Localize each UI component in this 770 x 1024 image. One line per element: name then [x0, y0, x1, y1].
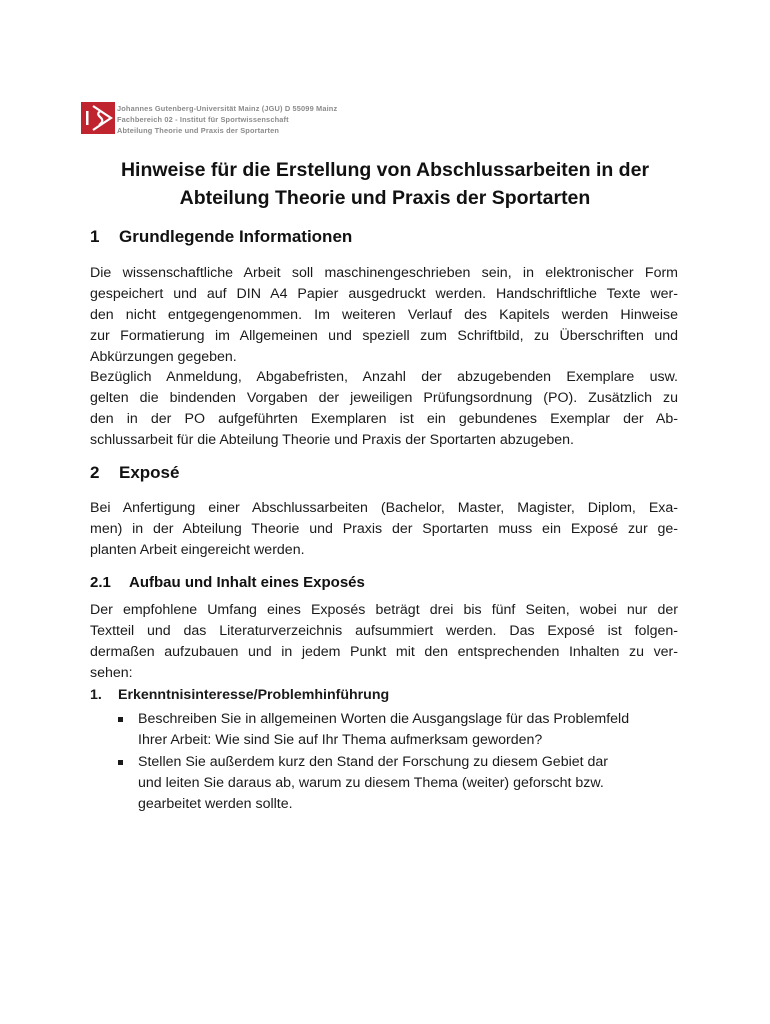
text-line: Der empfohlene Umfang eines Exposés beträgt drei bis fünf Seiten, wobei nur der [90, 602, 678, 618]
list-number: 1. [90, 687, 102, 703]
square-bullet-icon [118, 717, 123, 722]
section-title: Aufbau und Inhalt eines Exposés [129, 574, 365, 591]
section-2-1-paragraph-1 [90, 600, 678, 684]
bullet-text [138, 709, 678, 751]
text-line: Bei Anfertigung einer Abschlussarbeiten (Bachelor, Master, Magister, Diplom, Exa- [90, 500, 678, 516]
section-number: 1 [90, 227, 100, 246]
text-line: Textteil und das Literaturverzeichnis aufsummiert werden. Das Exposé ist folgen- [90, 623, 678, 639]
logo-glyph [81, 102, 115, 134]
section-2-1-heading [90, 573, 365, 593]
institution-line: Johannes Gutenberg-Universität Mainz (JGU) D 55099 Mainz [117, 104, 338, 113]
section-title: Exposé [119, 463, 180, 482]
text-line: gelten die bindenden Vorgaben der jeweiligen Prüfungsordnung (PO). Zusätzlich zu [90, 390, 678, 406]
text-line: dermaßen aufzubauen und in jedem Punkt mit den entsprechenden Inhalten zu ver- [90, 644, 678, 660]
section-title: Grundlegende Informationen [119, 227, 353, 246]
text-line: Bezüglich Anmeldung, Abgabefristen, Anzahl der abzugebenden Exemplare usw. [90, 369, 678, 385]
section-1-paragraph-2 [90, 367, 678, 451]
document-title [90, 156, 680, 212]
title-line: Hinweise für die Erstellung von Abschlussarbeiten in der [120, 159, 650, 181]
institution-block [117, 103, 337, 136]
text-line: Stellen Sie außerdem kurz den Stand der Forschung zu diesem Gebiet dar [138, 754, 609, 770]
text-line: Die wissenschaftliche Arbeit soll maschinengeschrieben sein, in elektronischer Form [90, 265, 678, 281]
list-label: Erkenntnisinteresse/Problemhinführung [118, 687, 390, 703]
section-2-paragraph-1 [90, 498, 678, 561]
text-line: sehen: [90, 665, 133, 681]
text-line: schlussarbeit für die Abteilung Theorie und Praxis der Sportarten abzugeben. [90, 432, 574, 448]
institution-line: Fachbereich 02 - Institut für Sportwissenschaft [117, 115, 289, 124]
section-2-heading [90, 462, 179, 484]
text-line: und leiten Sie daraus ab, warum zu diesem Thema (weiter) geforscht bzw. [138, 775, 604, 791]
text-line: gearbeitet werden sollte. [138, 796, 293, 812]
section-number: 2.1 [90, 574, 111, 591]
text-line: Abkürzungen gegeben. [90, 349, 237, 365]
text-line: gespeichert und auf DIN A4 Papier ausgedruckt werden. Handschriftliche Texte wer- [90, 286, 678, 302]
jgu-logo-icon [81, 102, 115, 134]
institution-line: Abteilung Theorie und Praxis der Sportarten [117, 126, 280, 135]
text-line: zur Formatierung im Allgemeinen und speziell zum Schriftbild, zu Überschriften und [90, 328, 678, 344]
text-line: Beschreiben Sie in allgemeinen Worten die Ausgangslage für das Problemfeld [138, 711, 630, 727]
text-line: den nicht entgegengenommen. Im weiteren Verlauf des Kapitels werden Hinweise [90, 307, 678, 323]
title-line: Abteilung Theorie und Praxis der Sportarten [179, 187, 591, 209]
square-bullet-icon [118, 760, 123, 765]
section-1-heading [90, 226, 352, 248]
section-number: 2 [90, 463, 100, 482]
text-line: Ihrer Arbeit: Wie sind Sie auf Ihr Thema aufmerksam geworden? [138, 732, 543, 748]
section-1-paragraph-1 [90, 263, 678, 368]
ordered-list-item [90, 685, 389, 705]
text-line: den in der PO aufgeführten Exemplaren ist ein gebundenes Exemplar der Ab- [90, 411, 678, 427]
text-line: men) in der Abteilung Theorie und Praxis der Sportarten muss ein Exposé zur ge- [90, 521, 678, 537]
bullet-text [138, 752, 678, 815]
text-line: planten Arbeit eingereicht werden. [90, 542, 305, 558]
